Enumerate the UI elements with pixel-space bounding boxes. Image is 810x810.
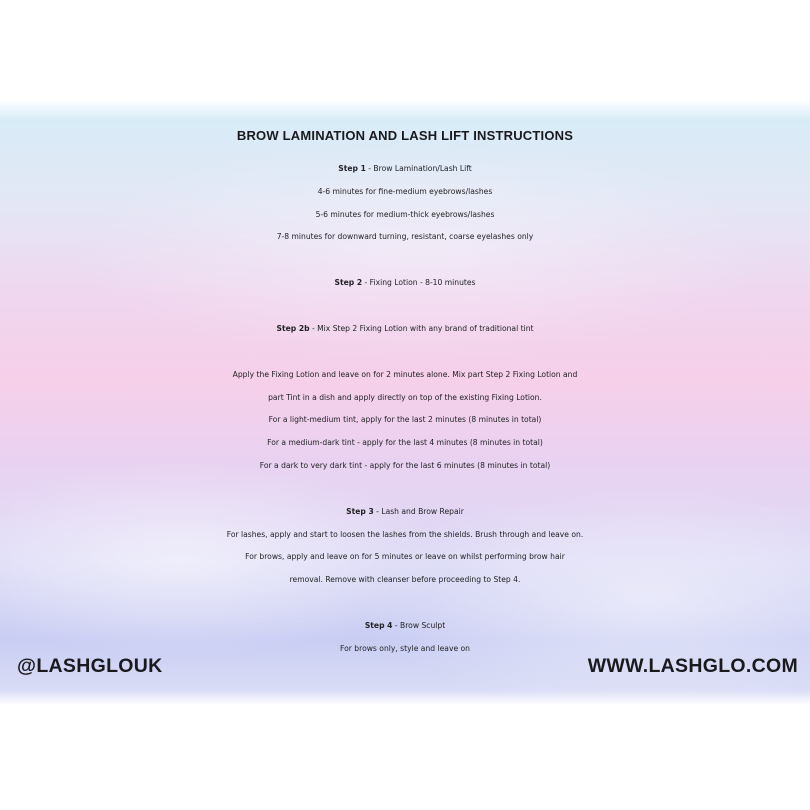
step1-line: 4-6 minutes for fine-medium eyebrows/lashes: [317, 186, 493, 196]
page-title: BROW LAMINATION AND LASH LIFT INSTRUCTIONS: [236, 128, 574, 143]
spacer: [0, 478, 810, 501]
step2-heading-text: - Fixing Lotion - 8-10 minutes: [362, 278, 476, 288]
step2b-heading-text: - Mix Step 2 Fixing Lotion with any brand of traditional tint: [309, 323, 534, 333]
step2b-heading: [0, 318, 810, 341]
step3-line: For brows, apply and leave on for 5 minutes or leave on whilst performing brow hair: [245, 552, 565, 562]
step2b-line: For a medium-dark tint - apply for the last 4 minutes (8 minutes in total): [267, 438, 543, 448]
step2b-line: Apply the Fixing Lotion and leave on for 2 minutes alone. Mix part Step 2 Fixing Lotion and: [232, 369, 578, 379]
step2-label: Step 2: [334, 278, 363, 288]
step1-line: 5-6 minutes for medium-thick eyebrows/lashes: [315, 209, 495, 219]
step2b-line: For a light-medium tint, apply for the last 2 minutes (8 minutes in total): [268, 415, 542, 425]
step1-line: 7-8 minutes for downward turning, resistant, coarse eyelashes only: [276, 232, 534, 242]
spacer: [0, 295, 810, 318]
social-handle: @LASHGLOUK: [17, 655, 163, 677]
step2b-line: For a dark to very dark tint - apply for the last 6 minutes (8 minutes in total): [259, 460, 551, 470]
step1-heading-text: - Brow Lamination/Lash Lift: [365, 164, 472, 173]
step4-label: Step 4: [364, 620, 393, 630]
instructions-content: [0, 122, 810, 661]
spacer: [0, 249, 810, 272]
website-link[interactable]: WWW.LASHGLO.COM: [587, 655, 798, 677]
step3-heading: [0, 501, 810, 524]
step3-line: For lashes, apply and start to loosen the lashes from the shields. Brush through and leave on.: [226, 529, 584, 539]
step1-label: Step 1: [338, 164, 366, 173]
step2b-line: part Tint in a dish and apply directly on top of the existing Fixing Lotion.: [268, 392, 542, 402]
step4-heading-text: - Brow Sculpt: [392, 620, 446, 630]
step2b-label: Step 2b: [276, 323, 310, 333]
step3-line: removal. Remove with cleanser before proceeding to Step 4.: [289, 575, 521, 585]
step3-heading-text: - Lash and Brow Repair: [373, 506, 464, 516]
step4-line: For brows only, style and leave on: [340, 643, 470, 653]
step4-heading: [0, 615, 810, 638]
step2-heading: [0, 272, 810, 295]
step1-heading: [0, 158, 810, 181]
step3-label: Step 3: [346, 506, 374, 516]
spacer: [0, 341, 810, 364]
spacer: [0, 592, 810, 615]
